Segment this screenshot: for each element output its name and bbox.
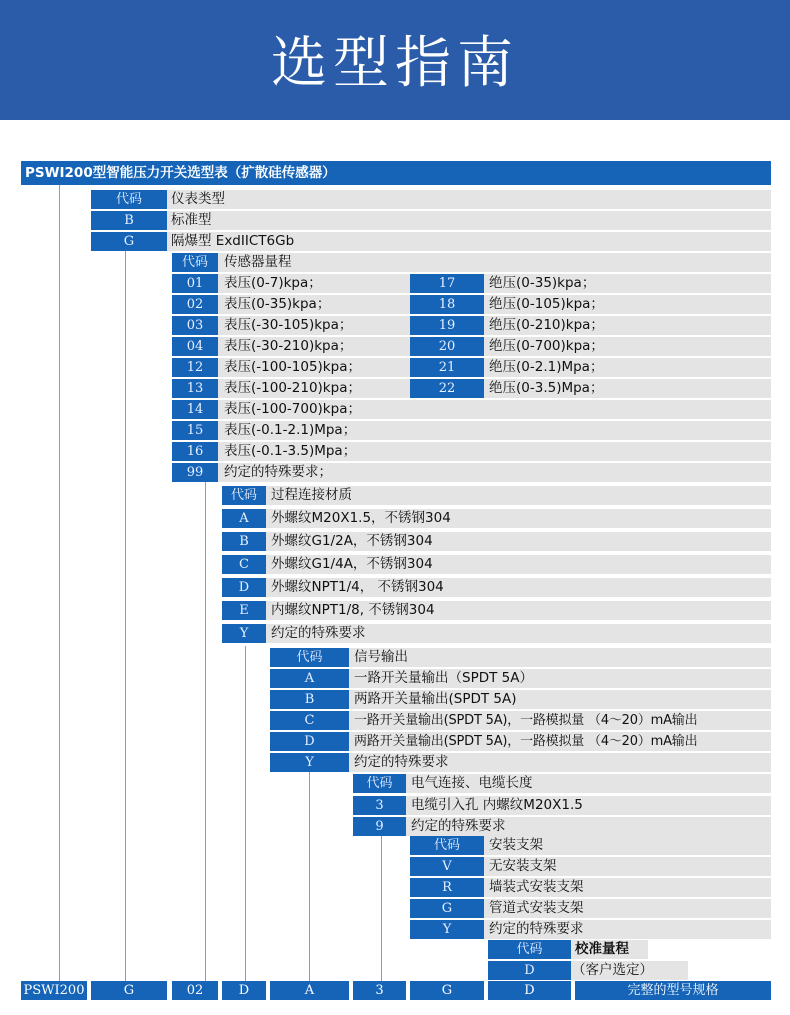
option-code: 21: [410, 358, 484, 377]
code-header: 代码: [353, 774, 406, 793]
option-label: 标准型: [171, 212, 212, 228]
signal-option-row: [270, 732, 771, 751]
option-code: 13: [172, 379, 218, 398]
option-code: V: [410, 857, 484, 876]
connector-line: [309, 770, 310, 981]
option-code: 02: [172, 295, 218, 314]
option-label: 两路开关量输出(SPDT 5A): [354, 691, 517, 707]
option-label: 绝压(0-3.5)Mpa；: [489, 380, 604, 396]
option-code: B: [222, 532, 266, 551]
section-label: 信号输出: [354, 649, 408, 665]
example-cell: G: [91, 981, 167, 1000]
option-label: 表压(-0.1-2.1)Mpa；: [224, 422, 357, 438]
bracket-option-row: [410, 920, 771, 939]
bracket-header-row: [410, 836, 771, 855]
option-code: 9: [353, 817, 406, 836]
section-label: 校准量程: [575, 941, 629, 957]
signal-option-row: [270, 711, 771, 730]
connector-line: [59, 185, 60, 981]
code-header: 代码: [488, 940, 571, 959]
banner-title: 选型指南: [271, 31, 519, 96]
example-result: 完整的型号规格: [575, 981, 771, 1000]
range-option-row: [172, 463, 771, 482]
option-code: C: [270, 711, 349, 730]
option-label: 外螺纹M20X1.5，不锈钢304: [271, 510, 451, 526]
connector-line: [381, 835, 382, 981]
code-header: 代码: [91, 190, 167, 209]
option-code: 01: [172, 274, 218, 293]
material-option-row: [222, 601, 771, 620]
section-label: 电气连接、电缆长度: [411, 775, 533, 791]
option-label: 约定的特殊要求: [411, 818, 506, 834]
option-label: 表压(-30-210)kpa；: [224, 338, 353, 354]
option-label: 两路开关量输出(SPDT 5A)，一路模拟量 （4～20）mA输出: [354, 734, 698, 749]
option-code: D: [222, 578, 266, 597]
signal-option-row: [270, 690, 771, 709]
banner: [0, 0, 790, 120]
option-code: 19: [410, 316, 484, 335]
option-label: 绝压(0-700)kpa；: [489, 338, 604, 354]
option-code: C: [222, 555, 266, 574]
option-label: 约定的特殊要求；: [224, 464, 332, 480]
range-header-row: [172, 253, 771, 272]
material-option-row: [222, 509, 771, 528]
instrument-option-row: [91, 232, 771, 251]
option-code: B: [270, 690, 349, 709]
example-cell: D: [488, 981, 571, 1000]
range-option-row: [172, 358, 771, 377]
option-code: R: [410, 878, 484, 897]
option-code: D: [270, 732, 349, 751]
option-label: 内螺纹NPT1/8, 不锈钢304: [271, 602, 435, 618]
option-code: Y: [270, 753, 349, 772]
option-code: 16: [172, 442, 218, 461]
option-label: 表压(-30-105)kpa；: [224, 317, 353, 333]
electrical-header-row: [353, 774, 771, 793]
material-option-row: [222, 555, 771, 574]
bracket-option-row: [410, 899, 771, 918]
code-header: 代码: [222, 486, 266, 505]
example-cell: G: [410, 981, 484, 1000]
bracket-option-row: [410, 857, 771, 876]
option-code: 17: [410, 274, 484, 293]
option-code: B: [91, 211, 167, 230]
option-code: 12: [172, 358, 218, 377]
option-label: 表压(-100-210)kpa；: [224, 380, 361, 396]
option-code: D: [488, 961, 571, 980]
range-option-row: [172, 316, 771, 335]
electrical-option-row: [353, 817, 771, 836]
option-code: 03: [172, 316, 218, 335]
option-code: A: [222, 509, 266, 528]
range-option-row: [172, 421, 771, 440]
option-label: 表压(-0.1-3.5)Mpa；: [224, 443, 357, 459]
instrument-header-row: [91, 190, 771, 209]
option-label: 管道式安装支架: [489, 900, 584, 916]
option-label: 绝压(0-35)kpa；: [489, 275, 596, 291]
section-label: 传感器量程: [224, 254, 292, 270]
option-code: 3: [353, 796, 406, 815]
option-label: 约定的特殊要求: [489, 921, 584, 937]
material-option-row: [222, 624, 771, 643]
option-code: Y: [410, 920, 484, 939]
code-header: 代码: [172, 253, 218, 272]
connector-line: [205, 482, 206, 981]
option-label: 外螺纹NPT1/4， 不锈钢304: [271, 579, 444, 595]
signal-option-row: [270, 753, 771, 772]
option-code: E: [222, 601, 266, 620]
option-label: 绝压(0-210)kpa；: [489, 317, 604, 333]
electrical-option-row: [353, 796, 771, 815]
option-code: G: [91, 232, 167, 251]
section-label: 过程连接材质: [271, 487, 352, 503]
option-label: 外螺纹G1/4A，不锈钢304: [271, 556, 433, 572]
material-option-row: [222, 532, 771, 551]
connector-line: [125, 250, 126, 981]
option-label: 表压(0-7)kpa；: [224, 275, 322, 291]
code-header: 代码: [410, 836, 484, 855]
option-code: 15: [172, 421, 218, 440]
range-option-row: [172, 442, 771, 461]
option-label: 外螺纹G1/2A，不锈钢304: [271, 533, 433, 549]
range-option-row: [172, 400, 771, 419]
example-cell: 02: [172, 981, 218, 1000]
option-code: 14: [172, 400, 218, 419]
option-code: 99: [172, 463, 218, 482]
option-label: 表压(0-35)kpa；: [224, 296, 331, 312]
option-label: 电缆引入孔 内螺纹M20X1.5: [411, 797, 583, 813]
signal-header-row: [270, 648, 771, 667]
example-cell-model: PSWI200: [21, 981, 87, 1000]
option-label: 墙装式安装支架: [489, 879, 584, 895]
range-option-row: [172, 379, 771, 398]
instrument-option-row: [91, 211, 771, 230]
range-option-row: [172, 274, 771, 293]
range-option-row: [172, 295, 771, 314]
option-label: 约定的特殊要求: [271, 625, 366, 641]
option-label: 隔爆型 ExdIICT6Gb: [171, 233, 295, 249]
signal-option-row: [270, 669, 771, 688]
example-cell: D: [222, 981, 266, 1000]
bracket-option-row: [410, 878, 771, 897]
option-label: 表压(-100-105)kpa；: [224, 359, 361, 375]
option-label: 绝压(0-105)kpa；: [489, 296, 604, 312]
connector-line: [245, 646, 246, 981]
option-label: 表压(-100-700)kpa；: [224, 401, 361, 417]
option-code: A: [270, 669, 349, 688]
option-code: G: [410, 899, 484, 918]
example-cell: 3: [353, 981, 406, 1000]
code-header: 代码: [270, 648, 349, 667]
option-label: 一路开关量输出（SPDT 5A）: [354, 670, 533, 686]
material-header-row: [222, 486, 771, 505]
option-label: 无安装支架: [489, 858, 557, 874]
option-code: 18: [410, 295, 484, 314]
option-label: 绝压(0-2.1)Mpa；: [489, 359, 604, 375]
table-title: PSWI200型智能压力开关选型表（扩散硅传感器）: [21, 161, 771, 185]
option-label: （客户选定）: [572, 962, 653, 978]
range-option-row: [172, 337, 771, 356]
option-label: 约定的特殊要求: [354, 754, 449, 770]
section-label: 仪表类型: [171, 191, 225, 207]
option-code: 20: [410, 337, 484, 356]
calibration-header-row: [488, 940, 648, 959]
option-code: 04: [172, 337, 218, 356]
option-code: 22: [410, 379, 484, 398]
option-code: Y: [222, 624, 266, 643]
option-label: 一路开关量输出(SPDT 5A)，一路模拟量 （4～20）mA输出: [354, 713, 698, 728]
section-label: 安装支架: [489, 837, 543, 853]
example-cell: A: [270, 981, 349, 1000]
material-option-row: [222, 578, 771, 597]
calibration-option-row: [488, 961, 688, 980]
